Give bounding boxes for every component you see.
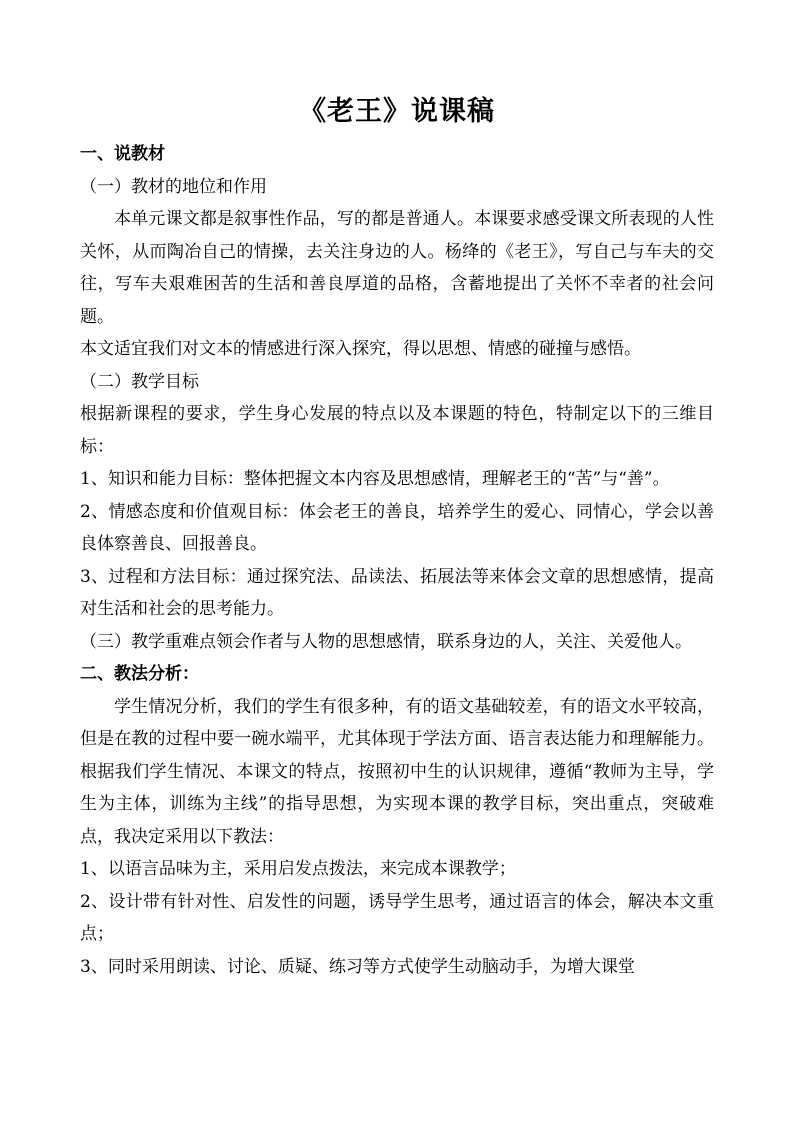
- section-heading-teaching-material: 一、说教材: [80, 144, 165, 164]
- list-item-method-1: 1、以语言品味为主，采用启发点拨法，来完成本课教学；: [80, 859, 516, 879]
- paragraph-text-suitability: 本文适宜我们对文本的情感进行深入探究，得以思想、情感的碰撞与感悟。: [80, 339, 641, 359]
- list-item-goal-2: 2、情感态度和价值观目标：体会老王的善良，培养学生的爱心、同情心，学会以善良体察善良、回报善良。: [80, 501, 714, 554]
- list-item-method-2: 2、设计带有针对性、启发性的问题，诱导学生思考，通过语言的体会，解决本文重点；: [80, 891, 714, 944]
- paragraph-student-analysis: 学生情况分析，我们的学生有很多种，有的语文基础较差，有的语文水平较高，但是在教的过程中要一碗水端平，尤其体现于学法方面、语言表达能力和理解能力。根据我们学生情况、本课文的特点，按照初中生的认识规律，遵循“教师为主导，学生为主体，训练为主线”的指导思想，为实现本课的教学目标，突出重点，突破难点，我决定采用以下教法：: [80, 696, 714, 847]
- document-title: 《老王》说课稿: [299, 96, 495, 127]
- subheading-teaching-goals: （二）教学目标: [80, 371, 199, 392]
- list-item-method-3: 3、同时采用朗读、讨论、质疑、练习等方式使学生动脑动手，为增大课堂: [80, 956, 635, 977]
- paragraph-material-overview: 本单元课文都是叙事性作品，写的都是普通人。本课要求感受课文所表现的人性关怀，从而陶冶自己的情操，去关注身边的人。杨绛的《老王》，写自己与车夫的交往，写车夫艰难困苦的生活和善良厚道的品格，含蓄地提出了关怀不幸者的社会问题。: [80, 209, 714, 327]
- paragraph-key-points: （三）教学重难点领会作者与人物的思想感情，联系身边的人，关注、关爱他人。: [80, 631, 692, 652]
- paragraph-goals-intro: 根据新课程的要求，学生身心发展的特点以及本课题的特色，特制定以下的三维目标：: [80, 404, 714, 457]
- section-heading-teaching-methods: 二、教法分析：: [80, 664, 199, 684]
- subheading-material-position: （一）教材的地位和作用: [80, 176, 267, 197]
- document-page: [80, 92, 714, 983]
- list-item-goal-1: 1、知识和能力目标：整体把握文本内容及思想感情，理解老王的“苦”与“善”。: [80, 469, 670, 489]
- list-item-goal-3: 3、过程和方法目标：通过探究法、品读法、拓展法等来体会文章的思想感情，提高对生活和社会的思考能力。: [80, 566, 714, 619]
